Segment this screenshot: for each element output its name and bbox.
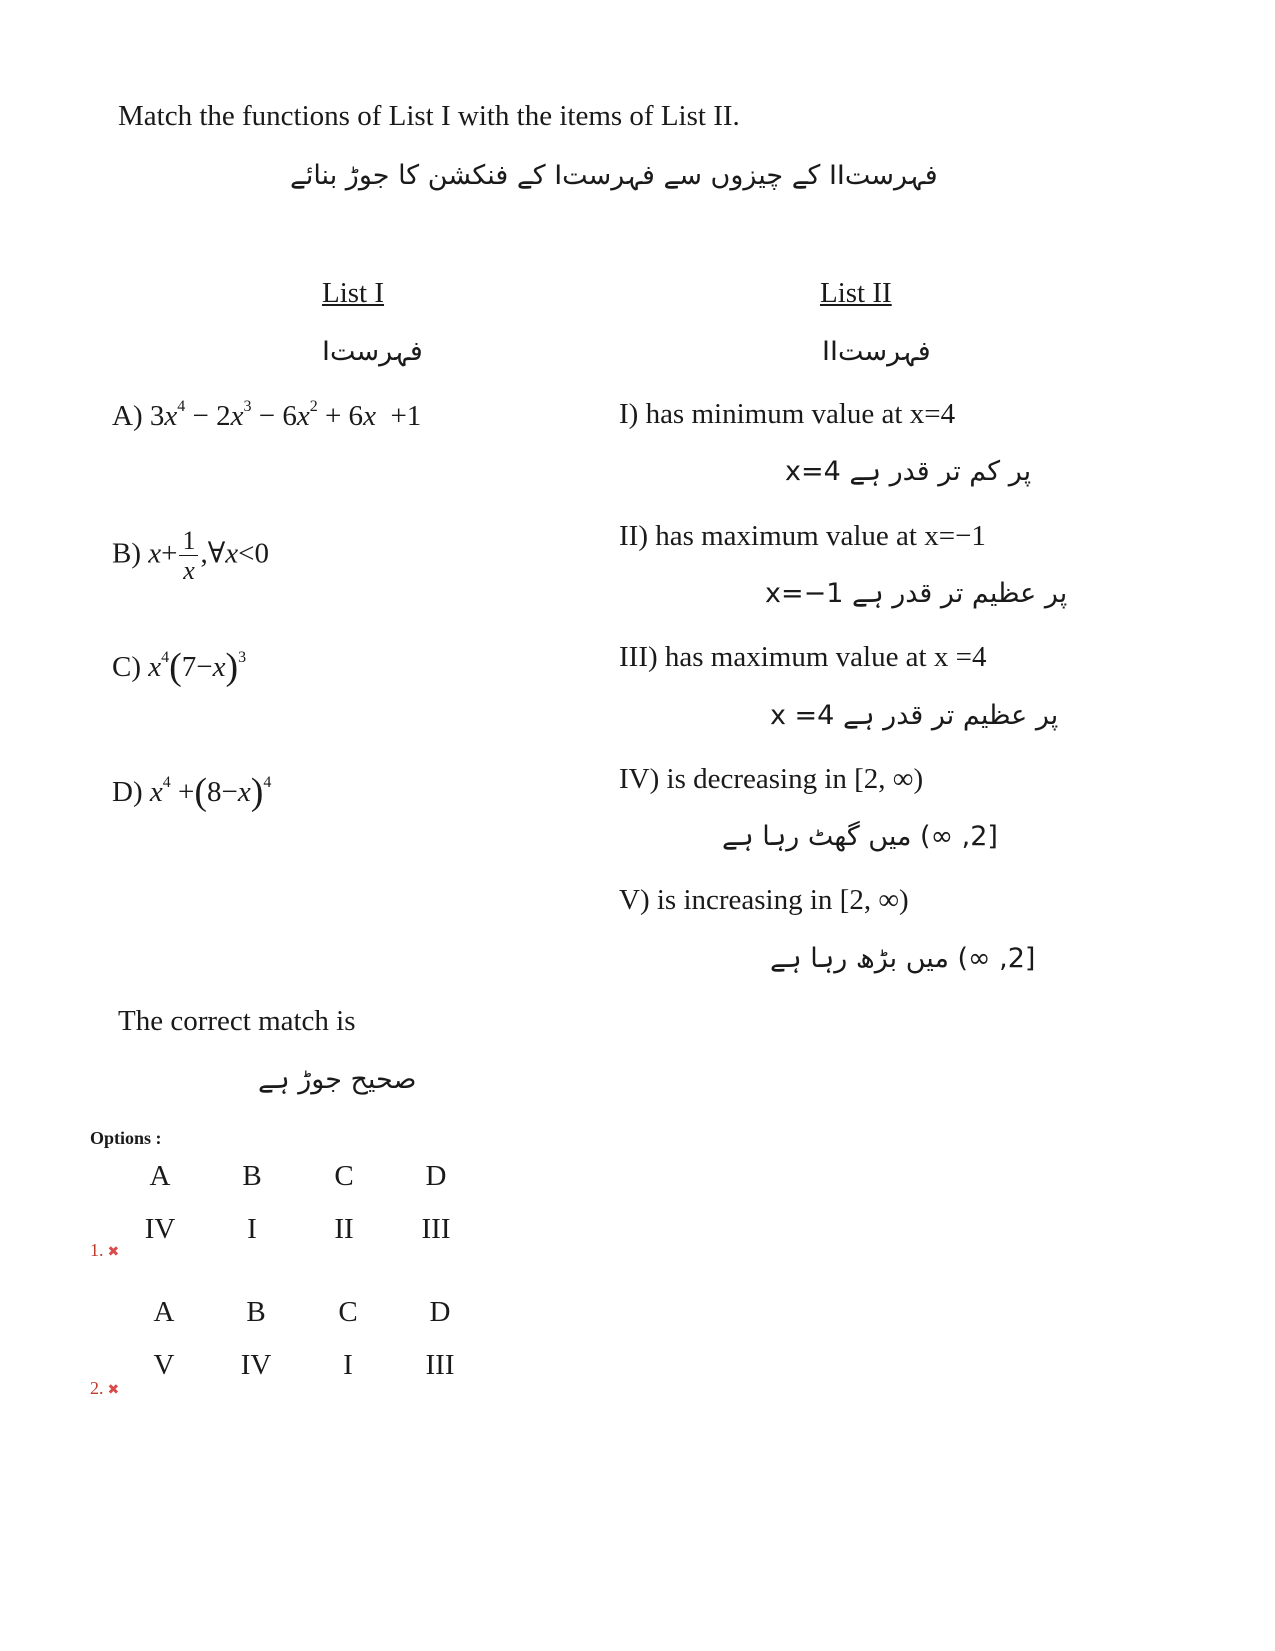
option-2-table[interactable] — [118, 1296, 486, 1382]
option-2-number[interactable] — [90, 1378, 119, 1399]
list2-item-2: II) has maximum value at x=−1 — [619, 520, 986, 552]
list1-item-label: A) — [112, 400, 143, 432]
question-text-urdu: فہرستII کے چیزوں سے فہرستI کے فنکشن کا جوڑ بنائے — [290, 160, 938, 191]
option-value: IV — [144, 1213, 176, 1245]
list2-item-4: IV) is decreasing in [2, ∞) — [619, 763, 924, 795]
option-header: B — [242, 1160, 262, 1192]
question-text: Match the functions of List I with the items of List II. — [118, 100, 740, 132]
list2-item-5-urdu: [2, ∞) میں بڑھ رہا ہے — [770, 943, 1036, 974]
option-value: III — [425, 1349, 455, 1381]
list2-item-3: III) has maximum value at x =4 — [619, 641, 987, 673]
list2-item-1-urdu: x=4 پر کم تر قدر ہے — [785, 456, 1032, 487]
list1-item-c: C) $x^4(7-x)^3$ — [112, 646, 247, 688]
option-header: D — [429, 1296, 451, 1328]
option-header: C — [338, 1296, 358, 1328]
list1-item-label: D) — [112, 776, 143, 808]
list1-item-label: B) — [112, 537, 141, 570]
option-header: C — [334, 1160, 354, 1192]
wrong-mark-icon: ✖ — [107, 1244, 120, 1260]
list2-title-urdu: فہرستII — [822, 336, 931, 367]
list2-title: List II — [820, 277, 892, 309]
option-header: A — [149, 1160, 171, 1192]
option-value: V — [153, 1349, 175, 1381]
list1-title: List I — [322, 277, 385, 309]
list2-item-1: I) has minimum value at x=4 — [619, 398, 956, 430]
option-header: A — [153, 1296, 175, 1328]
option-value: III — [421, 1213, 451, 1245]
answer-prompt: The correct match is — [118, 1005, 356, 1037]
option-header: B — [246, 1296, 266, 1328]
list2-item-4-urdu: [2, ∞) میں گھٹ رہا ہے — [722, 821, 998, 852]
option-value: I — [247, 1213, 257, 1245]
option-1-table[interactable] — [114, 1160, 482, 1246]
wrong-mark-icon: ✖ — [107, 1382, 120, 1398]
option-value: IV — [240, 1349, 272, 1381]
list2-item-5: V) is increasing in [2, ∞) — [619, 884, 909, 916]
list1-item-label: C) — [112, 651, 141, 683]
option-number-text: 1. — [90, 1240, 104, 1260]
list2-item-3-urdu: x =4 پر عظیم تر قدر ہے — [770, 700, 1059, 731]
option-value: II — [334, 1213, 354, 1245]
answer-prompt-urdu: صحیح جوڑ ہے — [258, 1064, 417, 1095]
list2-item-2-urdu: x=−1 پر عظیم تر قدر ہے — [765, 578, 1068, 609]
option-header: D — [425, 1160, 447, 1192]
list1-item-a: A) $3x^4 - 2x^3 - 6x^2 + 6x +1$ — [112, 398, 422, 432]
option-value: I — [343, 1349, 353, 1381]
list1-item-b: B) x+ $\frac{1}{x}$ ,∀x<0 — [112, 526, 269, 585]
fraction: $\frac{1}{x}$ — [179, 528, 198, 584]
list1-title-urdu: فہرستI — [322, 336, 423, 367]
options-label: Options : — [90, 1128, 162, 1148]
list1-item-d: D) $x^4 +(8-x)^4$ — [112, 771, 272, 813]
option-1-number[interactable] — [90, 1240, 119, 1261]
option-number-text: 2. — [90, 1378, 104, 1398]
